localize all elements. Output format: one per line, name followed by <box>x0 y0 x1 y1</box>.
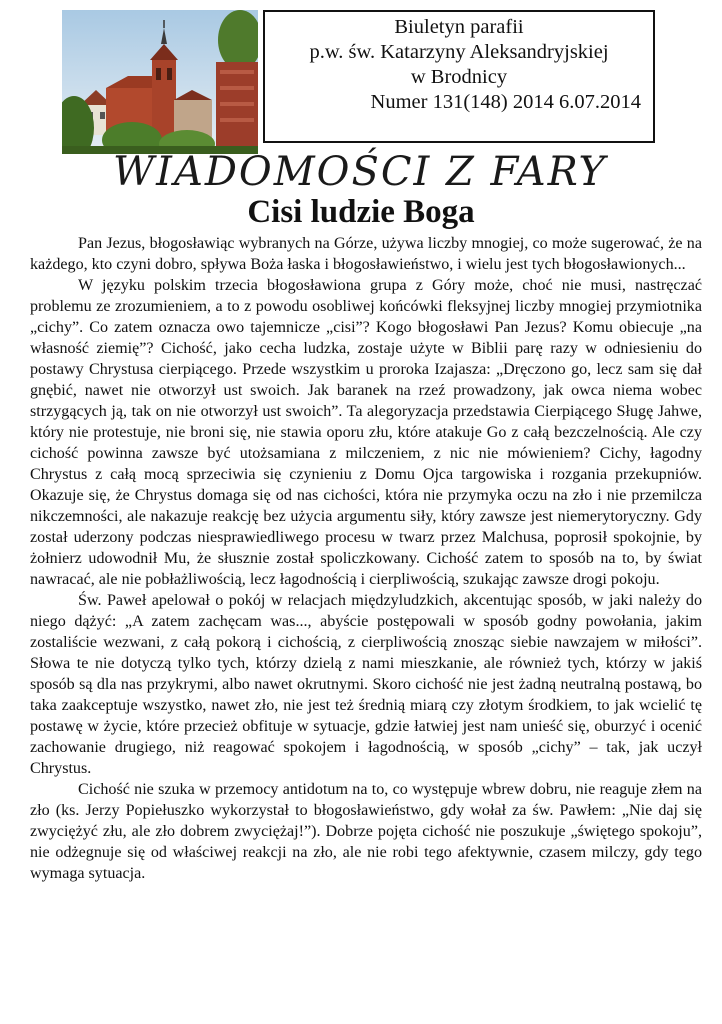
article-paragraph: W języku polskim trzecia błogosławiona grupa z Góry może, choć nie musi, nastręczać problemu ze zrozumieniem, a to z powodu osobliwej końcówki fleksyjnej liczby mnogiej przymiotnika „cichy”. Co zatem oznacza owo tajemnicze „cisi”? Kogo błogosławi Pan Jezus? Komu obiecuje „na własność ziemię”? Cichość, jako cecha ludzka, zostaje użyte w Biblii parę razy w odniesieniu do postawy Chrystusa cierpiącego. Przede wszystkim u proroka Izajasza: „Dręczono go, lecz sam się dał gnębić, nawet nie otworzył ust swoich. Jak baranek na rzeź prowadzony, jak owca niema wobec strzygących ją, tak on nie otworzył ust swoich”. Ta alegoryzacja przedstawia Cierpiącego Sługę Jahwe, który nie protestuje, nie broni się, nie stawia oporu złu, które atakuje Go z całą bezczelnością. Ale czy cichość powinna zawsze być utożsamiana z milczeniem, z nic nie mówieniem? Cichy, łagodny Chrystus z całą mocą sprzeciwia się czynieniu z Domu Ojca targowiska i rozgania przekupniów. Okazuje się, że Chrystus domaga się od nas cichości, która nie przymyka oczu na zło i nie przemilcza nikczemności, ale nakazuje reakcję bez użycia argumentu siły, który zawsze jest niemerytoryczny. Gdy został uderzony podczas niesprawiedliwego procesu w twarz przez Malchusa, poprosił spokojnie, by żołnierz udowodnił Mu, że słusznie został spoliczkowany. Cichość zatem to sposób na to, by świat nawracać, ale nie pobłażliwością, lecz łagodnością i cierpliwością, szukając zawsze drogi pokoju. <box>30 277 702 588</box>
bulletin-name: Biuletyn parafii <box>394 16 524 38</box>
parish-name: p.w. św. Katarzyny Aleksandryjskiej <box>309 41 609 63</box>
article-paragraph: Pan Jezus, błogosławiąc wybranych na Górze, używa liczby mnogiej, co może sugerować, że na każdego, kto czyni dobro, spływa Boża łaska i błogosławieństwo, i wielu jest tych błogosławionych... <box>30 235 702 273</box>
masthead-title: WIADOMOŚCI Z FARY <box>113 149 607 195</box>
article-paragraph: Cichość nie szuka w przemocy antidotum na to, co występuje wbrew dobru, nie reaguje złem na zło (ks. Jerzy Popiełuszko wykorzystał to błogosławieństwo, gdy wołał za św. Pawłem: „Nie daj się zwyciężyć złu, ale zło dobrem zwyciężaj!”). Dobrze pojęta cichość nie poszukuje „świętego spokoju”, nie odżegnuje się od właściwej reakcji na zło, ale nie robi tego afektywnie, czasem milczy, gdy tego wymaga sytuacja. <box>30 781 702 882</box>
church-photo <box>62 10 258 154</box>
article-body <box>30 233 702 884</box>
church-photo-illustration <box>62 10 258 154</box>
issue-number: Numer 131(148) 2014 6.07.2014 <box>370 91 641 113</box>
parish-location: w Brodnicy <box>410 66 508 88</box>
article-paragraph: Św. Paweł apelował o pokój w relacjach międzyludzkich, akcentując sposób, w jaki należy do niego dążyć: „A zatem zachęcam was..., abyście postępowali w sposób godny powołania, jakim zostaliście wezwani, z całą pokorą i cichością, z cierpliwością znosząc siebie nawzajem w miłości”. Słowa te nie dotyczą tylko tych, którzy dzielą z nami mieszkanie, ale również tych, którzy w jakiś sposób są dla nas przykrymi, albo nawet okrutnymi. Skoro cichość nie jest żadną neutralną postawą, bo taka zaakceptuje wszystko, nawet zło, nie jest też średnią miarą czy złotym środkiem, to jak wcielić tę postawę w życie, które przecież obfituje w sytuacje, gdzie łatwiej jest nam unieść się, oburzyć i ocenić zachowanie drugiego, niż reagować spokojem i łagodnością, w sposób „cichy” – tak, jak uczył Chrystus. <box>30 592 702 777</box>
article-title: Cisi ludzie Boga <box>247 194 475 230</box>
bulletin-info-box <box>263 10 655 143</box>
